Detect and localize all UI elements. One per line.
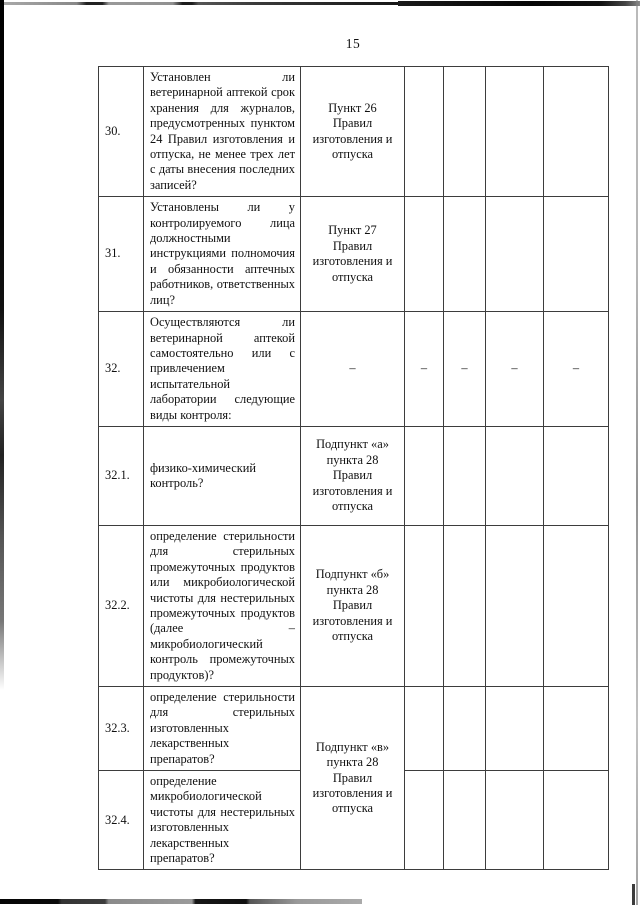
answer-cell xyxy=(405,197,444,312)
scan-artifact-left-bar xyxy=(0,0,4,690)
answer-cell xyxy=(405,67,444,197)
row-number-cell: 32.4. xyxy=(99,771,144,870)
answer-cell xyxy=(486,687,544,771)
answer-cell xyxy=(444,525,486,686)
table-row-32-2 xyxy=(99,525,609,686)
answer-cell xyxy=(486,771,544,870)
answer-cell xyxy=(544,771,609,870)
answer-cell xyxy=(405,687,444,771)
page-number: 15 xyxy=(345,36,361,51)
answer-cell xyxy=(486,197,544,312)
reference-cell: – xyxy=(301,312,405,427)
answer-cell xyxy=(486,525,544,686)
answer-cell xyxy=(544,687,609,771)
reference-cell-merged: Подпункт «в» пункта 28 Правил изготовления и отпуска xyxy=(301,687,405,870)
answer-cell: – xyxy=(544,312,609,427)
scan-artifact-top-thick-line xyxy=(398,1,640,6)
answer-cell xyxy=(405,426,444,525)
scan-artifact-top-line xyxy=(0,2,640,5)
table-row-32-3 xyxy=(99,687,609,771)
table-row-30 xyxy=(99,67,609,197)
answer-cell xyxy=(544,197,609,312)
answer-cell xyxy=(544,426,609,525)
table-row-32 xyxy=(99,312,609,427)
scan-artifact-right-line xyxy=(636,0,638,905)
row-number-cell: 32.2. xyxy=(99,525,144,686)
answer-cell xyxy=(405,525,444,686)
answer-cell xyxy=(444,687,486,771)
table-row-32-1 xyxy=(99,426,609,525)
reference-cell: Пункт 26 Правил изготовления и отпуска xyxy=(301,67,405,197)
answer-cell: – xyxy=(486,312,544,427)
question-cell: Осуществляются ли ветеринарной аптекой самостоятельно или с привлечением испытательной лаборатории следующие виды контроля: xyxy=(144,312,301,427)
question-cell: определение стерильности для стерильных изготовленных лекарственных препаратов? xyxy=(144,687,301,771)
table-row-31 xyxy=(99,197,609,312)
row-number-cell: 31. xyxy=(99,197,144,312)
scan-artifact-right-bottom-tick xyxy=(632,884,635,905)
scan-artifact-bottom-bar xyxy=(0,899,362,904)
question-cell: определение стерильности для стерильных промежуточных продуктов или микробиологической чистоты для нестерильных промежуточных продуктов (далее – микробиологический контроль промежуточных продуктов)? xyxy=(144,525,301,686)
answer-cell xyxy=(486,67,544,197)
question-cell: Установлен ли ветеринарной аптекой срок хранения для журналов, предусмотренных пунктом 24 Правил изготовления и отпуска, не менее трех лет с даты внесения последних записей? xyxy=(144,67,301,197)
answer-cell xyxy=(444,197,486,312)
answer-cell xyxy=(544,67,609,197)
row-number-cell: 32. xyxy=(99,312,144,427)
question-cell: физико-химический контроль? xyxy=(144,426,301,525)
answer-cell: – xyxy=(444,312,486,427)
question-cell: определение микробиологической чистоты для нестерильных изготовленных лекарственных препаратов? xyxy=(144,771,301,870)
reference-cell: Подпункт «б» пункта 28 Правил изготовления и отпуска xyxy=(301,525,405,686)
answer-cell xyxy=(444,67,486,197)
answer-cell xyxy=(544,525,609,686)
row-number-cell: 32.3. xyxy=(99,687,144,771)
answer-cell: – xyxy=(405,312,444,427)
answer-cell xyxy=(444,426,486,525)
question-cell: Установлены ли у контролируемого лица должностными инструкциями полномочия и обязанности аптечных работников, ответственных лиц? xyxy=(144,197,301,312)
reference-cell: Пункт 27 Правил изготовления и отпуска xyxy=(301,197,405,312)
inspection-checklist-table xyxy=(98,66,609,870)
row-number-cell: 32.1. xyxy=(99,426,144,525)
answer-cell xyxy=(405,771,444,870)
row-number-cell: 30. xyxy=(99,67,144,197)
answer-cell xyxy=(486,426,544,525)
reference-cell: Подпункт «а» пункта 28 Правил изготовления и отпуска xyxy=(301,426,405,525)
answer-cell xyxy=(444,771,486,870)
